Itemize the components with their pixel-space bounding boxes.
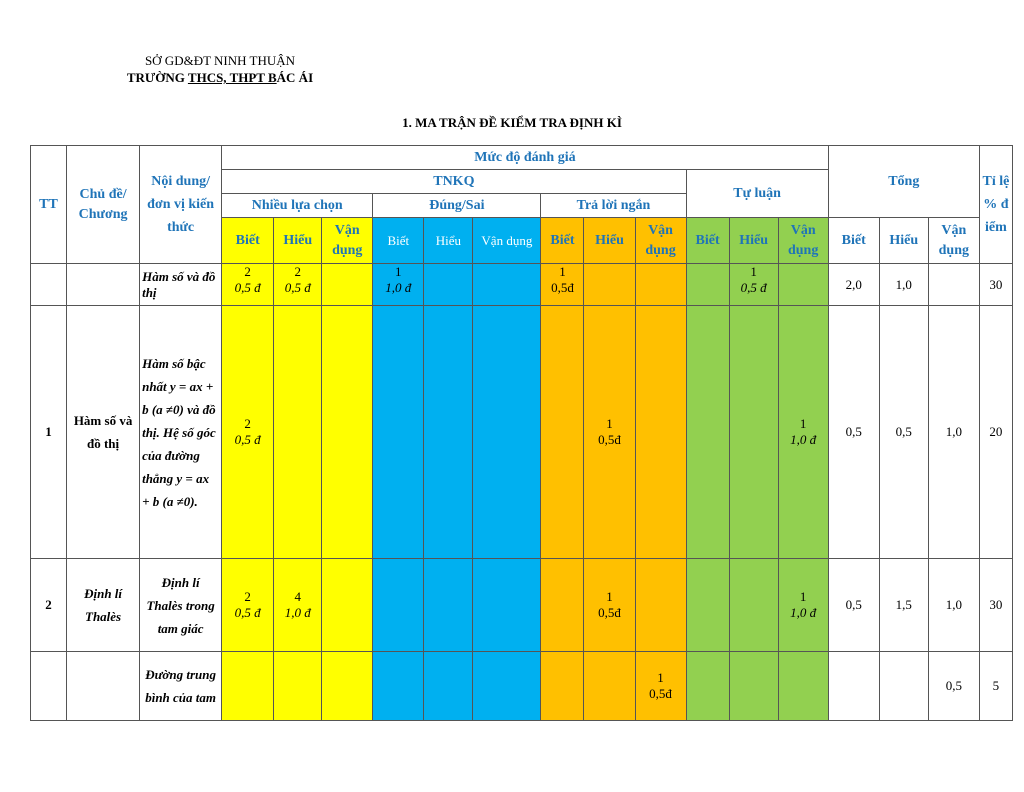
row-tong: 2,0 bbox=[828, 264, 879, 306]
col-muc-do: Mức độ đánh giá bbox=[222, 146, 829, 170]
question-cell bbox=[424, 559, 473, 652]
question-cell bbox=[584, 264, 635, 306]
question-count: 2 bbox=[294, 264, 301, 279]
col-nhieu-lua-chon: Nhiều lựa chọn bbox=[222, 194, 373, 218]
row-tong: 1,0 bbox=[879, 264, 928, 306]
question-cell bbox=[729, 652, 778, 721]
question-cell bbox=[222, 559, 274, 652]
question-points: 1,0 đ bbox=[284, 605, 311, 620]
row-tong: 0,5 bbox=[928, 652, 979, 721]
row-noi-dung: Hàm số và đồ thị bbox=[140, 264, 222, 306]
col-tong: Tổng bbox=[828, 146, 979, 218]
question-cell bbox=[222, 306, 274, 559]
row-noi-dung: Hàm số bậc nhất y = ax + b (a ≠0) và đồ thị. Hệ số góc của đường thẳng y = ax + b (a ≠0). bbox=[140, 306, 222, 559]
question-count: 1 bbox=[799, 589, 807, 604]
col-hieu: Hiểu bbox=[584, 218, 635, 264]
question-count: 1 bbox=[657, 670, 664, 685]
row-noi-dung: Định lí Thalès trong tam giác bbox=[140, 559, 222, 652]
question-cell bbox=[322, 306, 373, 559]
question-points: 0,5 đ bbox=[234, 280, 261, 295]
question-points: 1,0 đ bbox=[385, 280, 412, 295]
question-cell bbox=[686, 652, 729, 721]
table-row bbox=[31, 264, 1013, 306]
question-cell bbox=[322, 559, 373, 652]
row-tong bbox=[928, 264, 979, 306]
row-chu-de bbox=[67, 652, 140, 721]
col-noi-dung: Nội dung/đơn vị kiến thức bbox=[140, 146, 222, 264]
question-cell bbox=[635, 264, 686, 306]
row-tt bbox=[31, 264, 67, 306]
row-tong: 1,0 bbox=[928, 306, 979, 559]
col-tnkq: TNKQ bbox=[222, 170, 686, 194]
col-chu-de: Chủ đề/ Chương bbox=[67, 146, 140, 264]
question-cell bbox=[473, 652, 541, 721]
row-tong bbox=[879, 652, 928, 721]
question-cell bbox=[541, 264, 584, 306]
col-van-dung: Vận dụng bbox=[473, 218, 541, 264]
question-cell bbox=[222, 652, 274, 721]
question-cell bbox=[778, 559, 828, 652]
col-dung-sai: Đúng/Sai bbox=[373, 194, 541, 218]
question-cell bbox=[473, 306, 541, 559]
row-tong: 1,5 bbox=[879, 559, 928, 652]
col-biet: Biết bbox=[686, 218, 729, 264]
row-chu-de: Hàm số và đồ thị bbox=[67, 306, 140, 559]
question-points: 0,5đ bbox=[649, 686, 672, 701]
page-title: 1. MA TRẬN ĐỀ KIỂM TRA ĐỊNH KÌ bbox=[402, 115, 622, 130]
matrix-table bbox=[30, 145, 1013, 721]
question-count: 1 bbox=[750, 264, 757, 279]
question-cell bbox=[541, 306, 584, 559]
row-ti-le: 30 bbox=[979, 559, 1012, 652]
question-cell bbox=[322, 264, 373, 306]
table-row bbox=[31, 652, 1013, 721]
col-van-dung: Vận dụng bbox=[635, 218, 686, 264]
row-ti-le: 20 bbox=[979, 306, 1012, 559]
question-count: 2 bbox=[244, 589, 251, 604]
row-tt bbox=[31, 652, 67, 721]
question-cell bbox=[686, 559, 729, 652]
question-count: 1 bbox=[395, 264, 402, 279]
question-cell bbox=[778, 652, 828, 721]
question-cell bbox=[729, 306, 778, 559]
row-tong: 0,5 bbox=[828, 306, 879, 559]
question-count: 1 bbox=[606, 416, 613, 431]
col-biet: Biết bbox=[222, 218, 274, 264]
question-cell bbox=[541, 652, 584, 721]
question-cell bbox=[686, 306, 729, 559]
question-cell bbox=[778, 306, 828, 559]
row-tong bbox=[828, 652, 879, 721]
question-points: 0,5đ bbox=[598, 432, 621, 447]
col-tt: TT bbox=[31, 146, 67, 264]
question-cell bbox=[584, 559, 635, 652]
row-tong: 1,0 bbox=[928, 559, 979, 652]
row-tt: 2 bbox=[31, 559, 67, 652]
row-ti-le: 5 bbox=[979, 652, 1012, 721]
question-count: 1 bbox=[606, 589, 613, 604]
school-name-part: TRƯỜNG bbox=[126, 70, 188, 85]
question-cell bbox=[274, 264, 322, 306]
question-points: 0,5đ bbox=[598, 605, 621, 620]
question-cell bbox=[274, 306, 322, 559]
question-cell bbox=[424, 306, 473, 559]
question-count: 1 bbox=[799, 416, 807, 431]
question-cell bbox=[322, 652, 373, 721]
school-name bbox=[100, 69, 340, 86]
question-cell bbox=[729, 559, 778, 652]
question-cell bbox=[373, 306, 424, 559]
col-hieu: Hiểu bbox=[879, 218, 928, 264]
col-ti-le: Tỉ lệ % điểm bbox=[979, 146, 1012, 264]
question-cell bbox=[584, 306, 635, 559]
row-chu-de: Định lí Thalès bbox=[67, 559, 140, 652]
question-cell bbox=[635, 559, 686, 652]
col-tu-luan: Tự luận bbox=[686, 170, 828, 218]
question-count: 2 bbox=[244, 264, 251, 279]
table-row bbox=[31, 559, 1013, 652]
question-points: 0,5 đ bbox=[284, 280, 311, 295]
question-cell bbox=[686, 264, 729, 306]
col-hieu: Hiểu bbox=[424, 218, 473, 264]
col-biet: Biết bbox=[373, 218, 424, 264]
document-header bbox=[100, 52, 340, 86]
question-cell bbox=[473, 559, 541, 652]
question-cell bbox=[635, 652, 686, 721]
question-points: 0,5 đ bbox=[740, 280, 767, 295]
col-van-dung: Vận dụng bbox=[928, 218, 979, 264]
question-cell bbox=[222, 264, 274, 306]
col-van-dung: Vận dụng bbox=[322, 218, 373, 264]
row-noi-dung: Đường trung bình của tam bbox=[140, 652, 222, 721]
question-cell bbox=[473, 264, 541, 306]
department-name: SỞ GD&ĐT NINH THUẬN bbox=[144, 53, 296, 68]
question-cell bbox=[584, 652, 635, 721]
col-hieu: Hiểu bbox=[729, 218, 778, 264]
row-tt: 1 bbox=[31, 306, 67, 559]
question-points: 1,0 đ bbox=[790, 605, 817, 620]
question-cell bbox=[424, 652, 473, 721]
question-cell bbox=[729, 264, 778, 306]
col-biet: Biết bbox=[828, 218, 879, 264]
col-biet: Biết bbox=[541, 218, 584, 264]
question-count: 4 bbox=[294, 589, 301, 604]
row-ti-le: 30 bbox=[979, 264, 1012, 306]
col-van-dung: Vận dụng bbox=[778, 218, 828, 264]
school-name-part: THCS, THPT B bbox=[187, 70, 277, 85]
row-chu-de bbox=[67, 264, 140, 306]
question-cell bbox=[373, 652, 424, 721]
question-points: 1,0 đ bbox=[790, 432, 817, 447]
question-cell bbox=[274, 559, 322, 652]
school-name-part: ÁC ÁI bbox=[276, 70, 314, 85]
question-cell bbox=[274, 652, 322, 721]
question-cell bbox=[635, 306, 686, 559]
question-points: 0,5 đ bbox=[234, 432, 261, 447]
question-cell bbox=[373, 264, 424, 306]
question-points: 0,5đ bbox=[551, 280, 574, 295]
row-tong: 0,5 bbox=[879, 306, 928, 559]
row-tong: 0,5 bbox=[828, 559, 879, 652]
question-points: 0,5 đ bbox=[234, 605, 261, 620]
question-cell bbox=[778, 264, 828, 306]
col-hieu: Hiểu bbox=[274, 218, 322, 264]
question-count: 1 bbox=[559, 264, 566, 279]
question-cell bbox=[373, 559, 424, 652]
col-tra-loi-ngan: Trả lời ngắn bbox=[541, 194, 686, 218]
question-count: 2 bbox=[244, 416, 251, 431]
question-cell bbox=[541, 559, 584, 652]
question-cell bbox=[424, 264, 473, 306]
table-row bbox=[31, 306, 1013, 559]
